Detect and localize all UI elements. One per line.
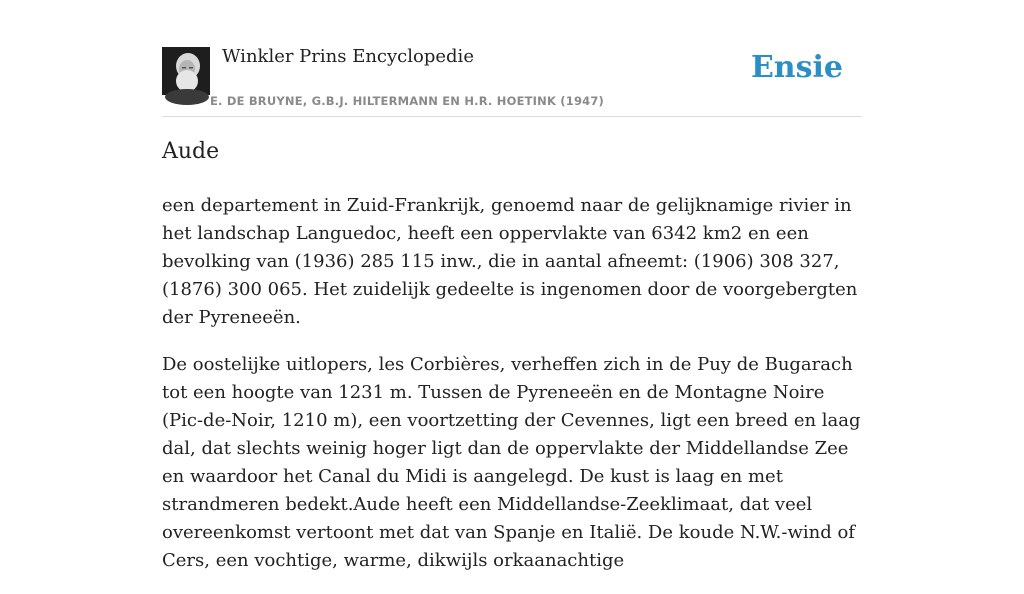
article-paragraph: De oostelijke uitlopers, les Corbières, verheffen zich in de Puy de Bugarach tot een hoogte van 1231 m. Tussen de Pyreneeën en de Montagne Noire (Pic-de-Noir, 1210 m), een voortzetting der Cevennes, ligt een breed en laag dal, dat slechts weinig hoger ligt dan de oppervlakte der Middellandse Zee en waardoor het Canal du Midi is aangelegd. De kust is laag en met strandmeren bedekt.Aude heeft een Middellandse-Zeeklimaat, dat veel overeenkomst vertoont met dat van Spanje en Italië. De koude N.W.-wind of Cers, een vochtige, warme, dikwijls orkaanachtige: [162, 354, 861, 571]
article-body: [162, 192, 862, 594]
portrait-image: [162, 47, 210, 95]
article-page: [162, 0, 862, 571]
ensie-logo[interactable]: Ensie: [750, 50, 843, 85]
article-paragraph: een departement in Zuid-Frankrijk, genoemd naar de gelijknamige rivier in het landschap Languedoc, heeft een oppervlakte van 6342 km2 en een bevolking van (1936) 285 115 inw., die in aantal afneemt: (1906) 308 327, (1876) 300 065. Het zuidelijk gedeelte is ingenomen door de voorgebergten der Pyreneeën.: [162, 195, 858, 328]
author-avatar[interactable]: [162, 47, 210, 95]
source-header: [162, 0, 862, 117]
source-title[interactable]: Winkler Prins Encyclopedie: [222, 46, 474, 67]
source-authors: E. DE BRUYNE, G.B.J. HILTERMANN EN H.R. HOETINK (1947): [210, 94, 605, 108]
article-title: Aude: [162, 139, 220, 164]
